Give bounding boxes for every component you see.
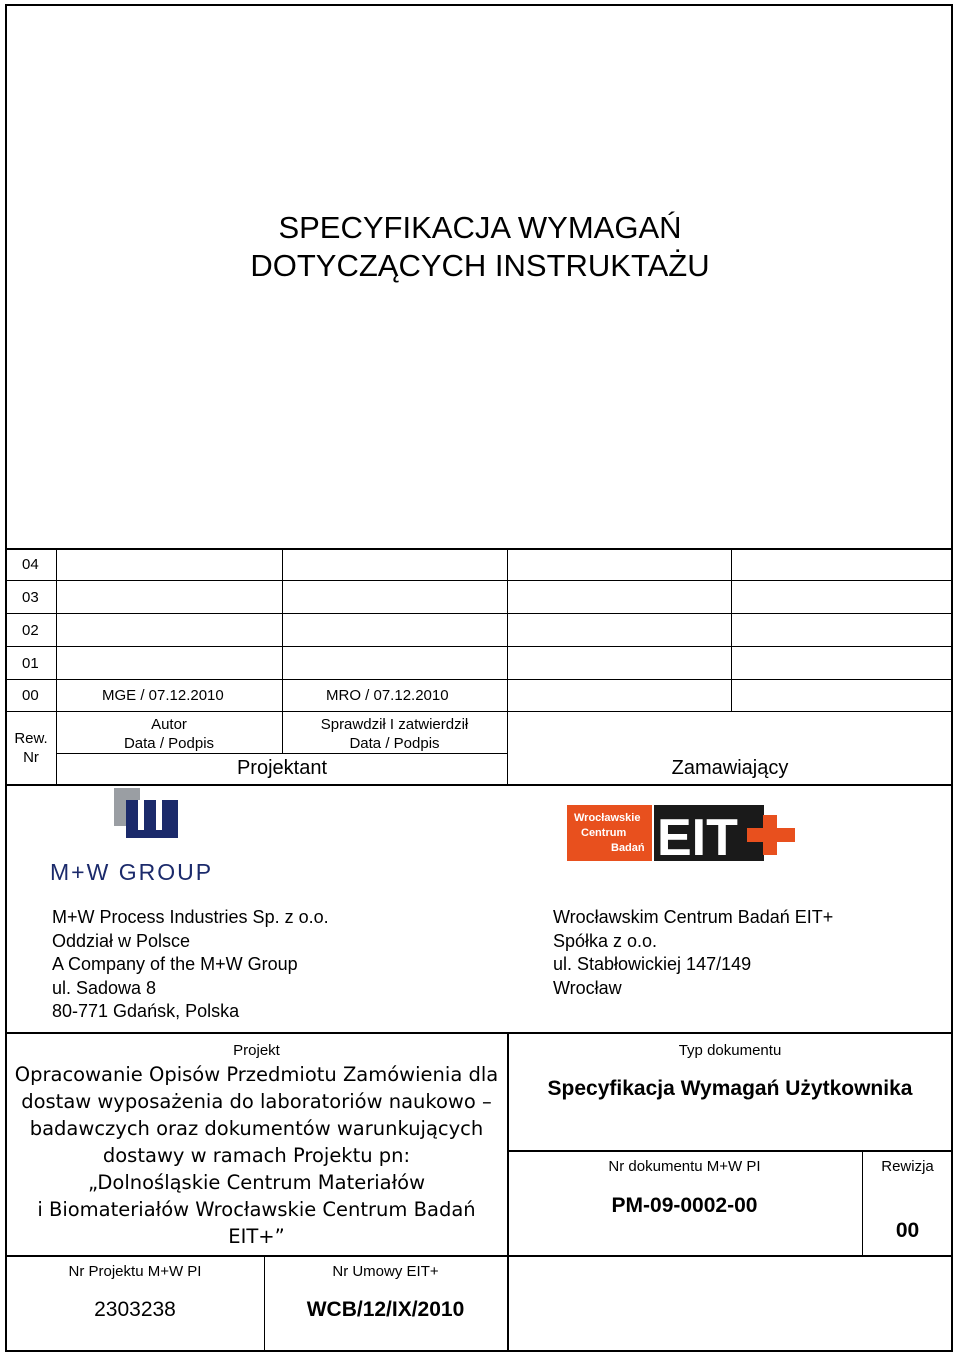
checked-header [282,715,507,753]
doc-type-label: Typ dokumentu [678,1042,782,1059]
svg-text:Badań: Badań [611,842,645,854]
author-header [56,715,282,753]
rev-nr-03: 03 [22,589,39,606]
revision-value: 00 [895,1219,920,1242]
project-text: Opracowanie Opisów Przedmiotu Zamówienia dla dostaw wyposażenia do laboratoriów naukowo – badawczych oraz dokumentów warunkujących dostawy w ramach Projektu pn: „Dolnośląskie Centrum Materiałów i Biomateriałów Wrocławskie Centrum Badań EIT+” [14,1063,499,1248]
rev-table-top [6,548,952,550]
document-title [0,209,960,285]
rev-nr-header [10,729,52,767]
checked-label: Sprawdził I zatwierdził [320,716,469,733]
rev-col-line [507,548,508,784]
doc-number-label: Nr dokumentu M+W PI [608,1158,761,1175]
project-label: Projekt [233,1042,280,1059]
rev-row-line [6,613,952,614]
contract-number-label: Nr Umowy EIT+ [332,1263,439,1280]
title-line-1: SPECYFIKACJA WYMAGAŃ [278,210,682,245]
svg-text:M+W GROUP: M+W GROUP [50,859,214,885]
rev-nr-04: 04 [22,556,39,573]
rev-row-line [6,679,952,680]
rev-table-bottom [6,784,952,786]
rew-label: Rew. [14,730,48,747]
rev-row-line [6,646,952,647]
rev-author-00: MGE / 07.12.2010 [102,687,224,704]
project-number-value: 2303238 [94,1298,176,1321]
title-line-2: DOTYCZĄCYCH INSTRUKTAŻU [250,248,710,283]
revision-label: Rewizja [881,1158,934,1175]
rev-row-line [6,711,952,712]
projektant-label: Projektant [236,757,328,779]
rev-col-line [731,548,732,711]
numbers-top [6,1255,952,1257]
zamawiajacy-label: Zamawiający [671,757,789,779]
rev-nr-00: 00 [22,687,39,704]
rev-nr-02: 02 [22,622,39,639]
svg-text:Wrocławskie: Wrocławskie [574,812,641,824]
rev-nr-01: 01 [22,655,39,672]
doc-number-value: PM-09-0002-00 [611,1194,758,1217]
zamawiajacy-address: Wrocławskim Centrum Badań EIT+ Spółka z o.o. ul. Stabłowickiej 147/149 Wrocław [553,907,834,998]
project-number-label: Nr Projektu M+W PI [68,1263,202,1280]
eit-logo [567,803,817,868]
doc-type-value: Specyfikacja Wymagań Użytkownika [547,1077,913,1100]
bottom-table-top [6,1032,952,1034]
svg-text:EIT: EIT [657,809,738,863]
rev-header-line [56,753,508,754]
svg-text:Centrum: Centrum [581,827,627,839]
author-label: Autor [151,716,187,733]
contract-number-value: WCB/12/IX/2010 [306,1298,465,1321]
doc-type-bottom [507,1150,952,1152]
author-date-label: Data / Podpis [123,735,215,752]
nr-label: Nr [23,749,39,766]
projektant-address: M+W Process Industries Sp. z o.o. Oddział w Polsce A Company of the M+W Group ul. Sadowa 8 80-771 Gdańsk, Polska [52,907,329,1021]
rev-row-line [6,580,952,581]
checked-date-label: Data / Podpis [349,735,440,752]
rev-checked-00: MRO / 07.12.2010 [326,687,449,704]
mw-group-logo [48,788,248,893]
